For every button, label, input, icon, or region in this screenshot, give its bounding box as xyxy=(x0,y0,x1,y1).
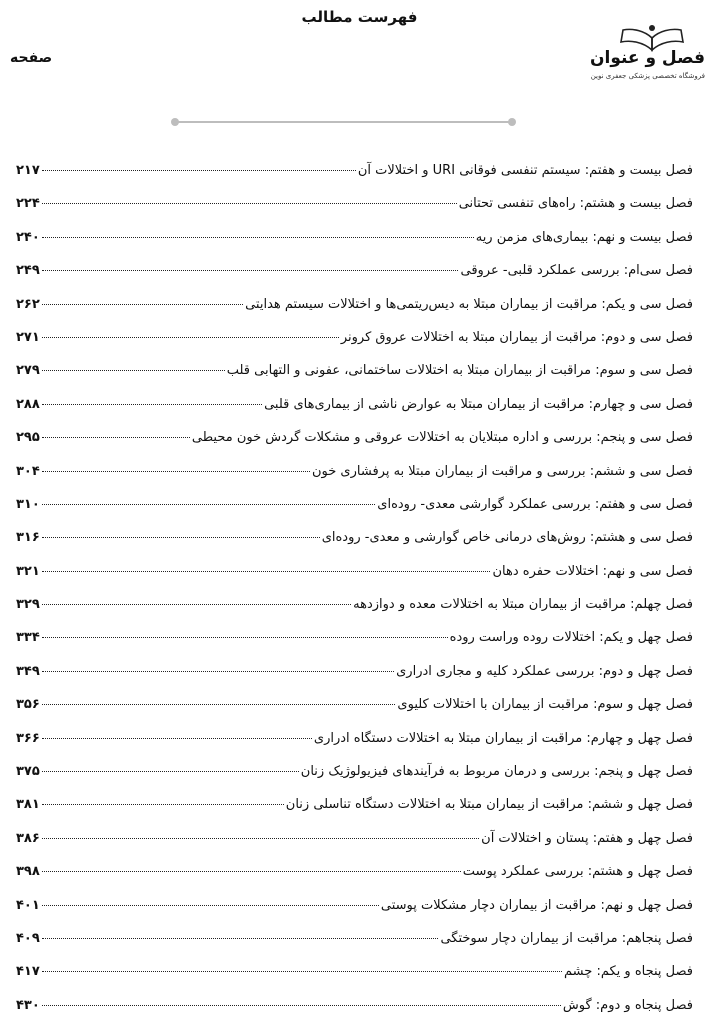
toc-chapter-title: فصل چهل و پنجم: بررسی و درمان مربوط به فرآیندهای فیزیولوژیک زنان xyxy=(300,764,693,780)
toc-row[interactable] xyxy=(16,263,693,296)
toc-row[interactable] xyxy=(16,464,693,497)
leader-dots xyxy=(42,604,351,605)
toc-page-number: ۲۱۷ xyxy=(16,163,40,178)
toc-page-number: ۴۳۰ xyxy=(16,997,40,1013)
leader-dots xyxy=(42,938,439,939)
toc-row[interactable] xyxy=(16,497,693,530)
leader-dots xyxy=(42,905,379,906)
toc-page-number: ۲۴۹ xyxy=(16,263,40,279)
toc-chapter-title: فصل سی و چهارم: مراقبت از بیماران مبتلا به عوارض ناشی از بیماری‌های قلبی xyxy=(264,396,693,412)
logo-text: فصل و عنوان xyxy=(589,48,705,68)
toc-page-number: ۴۱۷ xyxy=(16,964,40,980)
table-of-contents xyxy=(16,163,693,1031)
leader-dots xyxy=(42,237,474,238)
decorative-divider xyxy=(171,118,516,126)
toc-chapter-title: فصل سی و سوم: مراقبت از بیماران مبتلا به اختلالات ساختمانی، عفونی و التهابی قلب xyxy=(226,363,693,379)
toc-chapter-title: فصل چهل و هفتم: پستان و اختلالات آن xyxy=(481,830,693,846)
toc-row[interactable] xyxy=(16,163,693,196)
toc-row[interactable] xyxy=(16,664,693,697)
leader-dots xyxy=(42,370,225,371)
toc-page-number: ۲۲۴ xyxy=(16,196,40,212)
toc-row[interactable] xyxy=(16,697,693,730)
toc-page-number: ۳۱۶ xyxy=(16,530,40,546)
leader-dots xyxy=(42,771,299,772)
toc-chapter-title: فصل چهل و هشتم: بررسی عملکرد پوست xyxy=(462,864,693,880)
leader-dots xyxy=(42,637,448,638)
toc-chapter-title: فصل سی و نهم: اختلالات حفره دهان xyxy=(492,563,693,579)
toc-row[interactable] xyxy=(16,330,693,363)
toc-chapter-title: فصل چهل و ششم: مراقبت از بیماران مبتلا به اختلالات دستگاه تناسلی زنان xyxy=(285,797,693,813)
toc-chapter-title: فصل چهل و چهارم: مراقبت از بیماران مبتلا به اختلالات دستگاه ادراری xyxy=(313,730,693,746)
toc-row[interactable] xyxy=(16,430,693,463)
toc-chapter-title: فصل سی و دوم: مراقبت از بیماران مبتلا به اختلالات عروق کرونر xyxy=(340,329,693,345)
leader-dots xyxy=(42,170,356,171)
logo-subtitle: فروشگاه تخصصی پزشکی جعفری نوین xyxy=(590,72,705,80)
leader-dots xyxy=(42,337,339,338)
toc-row[interactable] xyxy=(16,230,693,263)
toc-chapter-title: فصل چهل و دوم: بررسی عملکرد کلیه و مجاری ادراری xyxy=(396,663,693,679)
leader-dots xyxy=(42,270,459,271)
leader-dots xyxy=(42,671,394,672)
toc-chapter-title: فصل سی و هفتم: بررسی عملکرد گوارشی معدی- روده‌ای xyxy=(377,496,693,512)
toc-row[interactable] xyxy=(16,564,693,597)
toc-row[interactable] xyxy=(16,864,693,897)
leader-dots xyxy=(42,704,396,705)
toc-chapter-title: فصل چهلم: مراقبت از بیماران مبتلا به اختلالات معده و دوازدهه xyxy=(353,597,693,613)
leader-dots xyxy=(42,537,320,538)
leader-dots xyxy=(42,437,190,438)
toc-page-number: ۲۴۰ xyxy=(16,229,40,245)
toc-page-number: ۲۷۱ xyxy=(16,329,40,345)
toc-row[interactable] xyxy=(16,196,693,229)
toc-chapter-title: فصل چهل و سوم: مراقبت از بیماران با اختلالات کلیوی xyxy=(397,697,693,713)
toc-page-number: ۳۰۴ xyxy=(16,463,40,479)
toc-chapter-title: فصل بیست و نهم: بیماری‌های مزمن ریه xyxy=(475,229,693,245)
toc-page-number: ۳۵۶ xyxy=(16,697,40,713)
toc-chapter-title: فصل پنجاه و دوم: گوش xyxy=(562,997,693,1013)
leader-dots xyxy=(42,838,479,839)
toc-chapter-title: فصل سی و هشتم: روش‌های درمانی خاص گوارشی و معدی- روده‌ای xyxy=(321,530,693,546)
toc-page-number: ۳۲۱ xyxy=(16,563,40,579)
leader-dots xyxy=(42,504,375,505)
toc-chapter-title: فصل پنجاهم: مراقبت از بیماران دچار سوختگی xyxy=(440,930,693,946)
toc-page-number: ۲۸۸ xyxy=(16,396,40,412)
toc-page-number: ۲۹۵ xyxy=(16,430,40,446)
leader-dots xyxy=(42,971,562,972)
toc-page-number: ۳۳۴ xyxy=(16,630,40,646)
leader-dots xyxy=(42,871,461,872)
leader-dots xyxy=(42,738,312,739)
toc-page-number: ۳۹۸ xyxy=(16,864,40,880)
toc-page-number: ۳۷۵ xyxy=(16,764,40,780)
toc-row[interactable] xyxy=(16,297,693,330)
toc-chapter-title: فصل بیست و هفتم: سیستم تنفسی فوقانی URI و اختلالات آن xyxy=(357,163,693,178)
toc-chapter-title: فصل سی‌ام: بررسی عملکرد قلبی- عروقی xyxy=(460,263,693,279)
toc-row[interactable] xyxy=(16,363,693,396)
toc-page-number: ۳۸۶ xyxy=(16,830,40,846)
toc-row[interactable] xyxy=(16,731,693,764)
toc-row[interactable] xyxy=(16,898,693,931)
toc-chapter-title: فصل چهل و نهم: مراقبت از بیماران دچار مشکلات پوستی xyxy=(380,897,693,913)
leader-dots xyxy=(42,304,243,305)
toc-page-number: ۴۰۱ xyxy=(16,897,40,913)
toc-chapter-title: فصل سی و پنجم: بررسی و اداره مبتلایان به اختلالات عروقی و مشکلات گردش خون محیطی xyxy=(191,430,693,446)
toc-page-number: ۳۲۹ xyxy=(16,597,40,613)
toc-chapter-title: فصل سی و یکم: مراقبت از بیماران مبتلا به دیس‌ریتمی‌ها و اختلالات سیستم هدایتی xyxy=(245,296,693,312)
toc-row[interactable] xyxy=(16,964,693,997)
page-title: فهرست مطالب xyxy=(301,8,418,26)
toc-page-number: ۳۶۶ xyxy=(16,730,40,746)
toc-row[interactable] xyxy=(16,597,693,630)
toc-chapter-title: فصل بیست و هشتم: راه‌های تنفسی تحتانی xyxy=(458,196,693,212)
toc-page-number: ۳۴۹ xyxy=(16,663,40,679)
toc-page-number: ۳۸۱ xyxy=(16,797,40,813)
toc-row[interactable] xyxy=(16,530,693,563)
toc-page-number: ۳۱۰ xyxy=(16,496,40,512)
leader-dots xyxy=(42,203,457,204)
toc-page-number: ۲۶۲ xyxy=(16,296,40,312)
toc-chapter-title: فصل سی و ششم: بررسی و مراقبت از بیماران مبتلا به پرفشاری خون xyxy=(312,463,693,479)
toc-page-number: ۲۷۹ xyxy=(16,363,40,379)
toc-row[interactable] xyxy=(16,998,693,1031)
toc-chapter-title: فصل چهل و یکم: اختلالات روده وراست روده xyxy=(449,630,693,646)
publisher-logo xyxy=(587,22,705,84)
toc-chapter-title: فصل پنجاه و یکم: چشم xyxy=(564,964,693,980)
toc-page-number: ۴۰۹ xyxy=(16,930,40,946)
toc-row[interactable] xyxy=(16,931,693,964)
leader-dots xyxy=(42,571,491,572)
leader-dots xyxy=(42,471,310,472)
leader-dots xyxy=(42,404,262,405)
page-column-label: صفحه xyxy=(10,50,53,66)
toc-row[interactable] xyxy=(16,764,693,797)
toc-row[interactable] xyxy=(16,797,693,830)
toc-row[interactable] xyxy=(16,397,693,430)
toc-row[interactable] xyxy=(16,831,693,864)
leader-dots xyxy=(42,804,284,805)
leader-dots xyxy=(42,1005,561,1006)
toc-row[interactable] xyxy=(16,630,693,663)
